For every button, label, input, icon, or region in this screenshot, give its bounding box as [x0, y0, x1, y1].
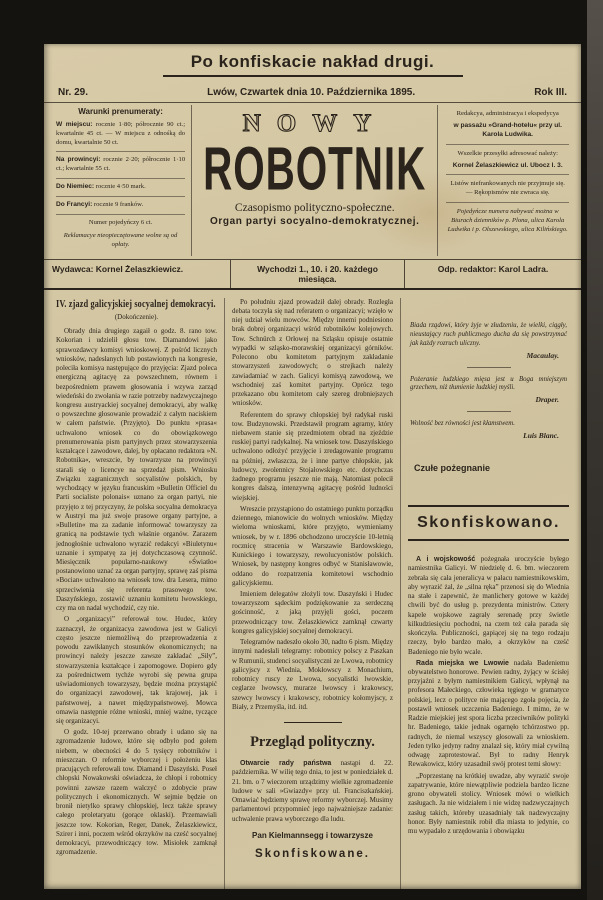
- scanner-edge-strip: [587, 0, 603, 900]
- quote: Wolność bez równości jest kłamstwem. Luis Blanc.: [410, 420, 559, 441]
- article-paragraph-lead: Rada miejska we Lwowie: [416, 659, 509, 667]
- article-paragraph: A i wojskowość pożegnała uroczyście byłego namiestnika Galicyi. W niedzielę d. 6. bm. wieczorem zebrała się cała jeneralicya w pałacu namiestnikowskim, aby wyrazić żal, że „silna ręka” przenosi się do Wiednia na stałe i zapewnić, że manlichery gotowe w każdej chwili być do usług p. prezydenta ministrów. Cztery kapele wojskowe zagrały serenadę przy świetle kilkudziesięciu pochodni, na czem też cała parada się skończyła. Publiczności, gapiącej się na tego rodzaju rzeczy, było bardzo mało, a okrzyków na cześć Badeniego nie było wcale.: [408, 555, 569, 656]
- section-divider: [284, 722, 342, 723]
- divider-rule: [163, 75, 463, 77]
- article2-text: [232, 759, 393, 824]
- editorial-line: Wszelkie przesyłki adresować należy:: [446, 144, 569, 158]
- subscription-item-lead: Do Niemiec:: [56, 183, 95, 191]
- article-paragraph: O „organizacyi” referował tow. Hudec, który zaznaczył, że organizacya zawodowa jest w Galicyi często jeszcze niemożliwą do przeprowadzenia z powodu zawikłanych stosunków ekonomicznych; na prowincyi należy jeszcze zawsze zakładać „Siły”, stowarzyszenia kształcące i zapomogowe. Dopiero gdy za pośrednictwem tychże wyrobi się pewna grupa uświadomionych towarzyszy, będzie można przystąpić do organizacyi zawodowej, tak krajowej, jak i państwowej, a nawet międzypaństwowej. Mowca omawia następnie różne wnioski, mniej ważne, tyczące się organizacyi.: [56, 615, 217, 725]
- newspaper-subtitle: Czasopismo polityczno-społeczne.: [234, 202, 395, 214]
- article1-subhead: (Dokończenie).: [114, 312, 159, 321]
- article-paragraph: Imieniem delegatów złożyli tow. Daszyński i Hudec towarzyszom sądeckim podziękowanie za serdeczną gościnność, z jaką przyjęli gości, poczem przewodniczący tow. Żelaszkiewicz zamknął czwarty kongres galicyjskiej socyalnej demokracyi.: [232, 589, 393, 635]
- subscription-item: W miejscu: rocznie 1·80; półrocznie 90 ct.; kwartalnie 45 ct. — W miejscu z odnośką do domu, kwartalnie 50 ct.: [56, 120, 186, 146]
- editorial-line: Redakcya, administracya i ekspedycya: [456, 110, 559, 117]
- column-2: [232, 298, 393, 889]
- article-paragraph: Otwarcie rady państwa nastąpi d. 22. października. W wilię tego dnia, to jest w poniedziałek d. 21. bm. o 7 wieczorem urządzimy wielkie zgromadzenie ludowe w sali »Gwiazdy« przy ul. Franciszkańskiej. Omawiać będziemy sprawę reformy wyborczej. Musimy parlamentowi przypomnieć jego najważniejsze zadanie: uchwalenie prawa wyborczego dla ludu.: [232, 759, 393, 823]
- article-paragraph: O godz. 10-tej przerwano obrady i udano się na zgromadzenie ludowe, które się odbyło pod gołem niebem, w obecności 4 do 5 tysięcy robotników i mieszczan. O reformie wyborczej i położeniu klas pracujących referowali tow. Diamand i Daszyński. Poseł chłopski Nowakowski oświadcza, że chłopi i robotnicy powinni zawsze razem walczyć o zdobycie praw politycznych i ekonomicznych. W sejmie będzie on bronił nietylko sprawy chłopskiej, lecz także sprawy całego proletaryatu (gorące oklaski). Przemawiali jeszcze tow. Kokorian, Reger, Danek, Żelaszkiewicz, Szirer i inni, poczem wśród okrzyków na cześć socyalnej demokracyi, przewodniczący tow. Misiołek zamknął zgromadzenie.: [56, 728, 217, 857]
- masthead-columns: [44, 103, 581, 256]
- article1-col1-text: [56, 327, 217, 857]
- editor-label: Odp. redaktor: Karol Ladra.: [437, 263, 549, 274]
- title-block: [191, 105, 438, 256]
- quote: Biada rządowi, który żyje w złudzeniu, że wielki, ciągły, nieustający ruch publicznego ducha da się powstrzymać jak każdy rozruch uliczny. Macaulay.: [410, 322, 567, 372]
- editorial-contact-info: [438, 105, 571, 256]
- column-divider: [224, 298, 225, 889]
- editorial-line: w passażu »Grand-hotelu« przy ul. Karola Ludwika.: [453, 122, 562, 139]
- editorial-lines: [446, 109, 569, 234]
- article1-col2-text: [232, 298, 393, 712]
- quote-author: Draper.: [535, 395, 559, 405]
- subscription-item: Reklamacye nieopieczętowane wolne są od opłaty.: [63, 231, 178, 248]
- quote-author: Macaulay.: [526, 350, 559, 360]
- article-paragraph: Po południu zjazd prowadził dalej obrady. Rozległa debata toczyła się nad referatem o organizacyi; wzięło w niej udział wielu mowców. Między innemi podniesiono brak dobrej organizacyi wśród robotników kolejowych. Tow. Schnürch z Orłowej na Szląsku opisuje ostatnie wypadki w szląsko-morawskiej organizacyi górników. Polecono obu komitetom partyjnym zakładanie stowarzyszeń zawodowych; o strejkach należy zawiadamiać w zach. Galicyi komisyą zawodową, we wschodniej zaś komitet partyjny. Oprócz tego przekazano obu komitetom cały szereg drobniejszych wniosków.: [232, 297, 393, 408]
- newspaper-title-main: ROBOTNIK: [203, 135, 427, 204]
- article2-headline: Przegląd polityczny.: [250, 734, 375, 751]
- confiscation-notice: Po konfiskacie nakład drugi.: [190, 52, 435, 71]
- column-3: [408, 298, 569, 889]
- issue-number: Nr. 29.: [58, 87, 89, 98]
- dateline: Lwów, Czwartek dnia 10. Października 1895.: [207, 87, 416, 98]
- subscription-item: Na prowincyi: rocznie 2·20; półrocznie 1·10 ct.; kwartalnie 55 ct.: [56, 151, 185, 174]
- quote: Pożeranie ludzkiego mięsa jest u Boga mniejszym grzechem, niż tłumienie ludzkiej myśli. Draper.: [410, 376, 567, 417]
- article-paragraph-lead: A i wojskowość: [416, 556, 476, 564]
- epigraph-quotes: [408, 322, 569, 441]
- subscription-item-lead: Do Francyi:: [56, 201, 93, 209]
- subscription-items: [56, 121, 185, 250]
- quote-author: Luis Blanc.: [523, 431, 559, 441]
- date-row: [44, 87, 581, 103]
- volume-label: Rok III.: [534, 87, 567, 98]
- article-paragraph-lead: Otwarcie rady państwa: [240, 760, 332, 768]
- subscription-item: Do Niemiec: rocznie 4·50 mark.: [56, 178, 185, 192]
- subscription-item: Do Francyi: rocznie 9 franków.: [56, 196, 185, 210]
- newspaper-title-top: [220, 107, 410, 137]
- article-paragraph: Referentem do sprawy chłopskiej był radykał ruski tow. Budzynowski. Przedstawił program agrarny, który niebawem stanie się przedmiotem obrad na zjeździe ruskiej partyi radykalnej. Na wniosek tow. Daszyńskiego uchwalono odłożyć przyjęcie i zredagowanie programu na później, zwłaszcza, że i inne partye chłopskie, jak ludowcy, zwolennicy Stojałowskiego etc. dotychczas żadnego programu jeszcze nie mają. Natomiast polecił kongres dalszą, intenzywną agitacyę pośród ludności wiejskiej.: [232, 410, 393, 502]
- article-paragraph: Rada miejska we Lwowie nadała Badeniemu obywatelstwo honorowe. Pewien radny, żyjący w ścisłej przyjaźni z byłym namiestnikiem Galicyi, wpłynął na profesora Małeckiego, człowieka tęgiego w gramatyce polskiej, lecz o polityce nie mającego zgoła pojęcia, że postawił wniosek uczczenia Badeniego. I mimo, że w Radzie miejskiej jest spora liczba przeciwników polityki hr. Badeniego, takie jednak ogarnęło tchórzostwo pp. radnych, że niemal wszyscy głosowali za wnioskiem. Jeden tylko jedyny radny znalazł się, który miał cywilną odwagę zaprotestować. Był to radny Henryk Rewakowicz, który uzasadnił swój protest temi słowy:: [408, 658, 569, 769]
- article3-headline-block: [408, 505, 569, 541]
- article-paragraph: Wreszcie przystąpiono do ostatniego punktu porządku dziennego, mianowicie do wolnych wniosków. Między wieloma wnioskami, które przyjęto, wymieniamy wniosek, by w r. 1896 obchodzono uroczyście 10-letnią rocznicę stracenia w Warszawie Bardowskiego, Kunickiego i towarzyszy, rewolucyonistów polskich. Wniosek, by następny kongres odbyć w Stanisławowie, oddano do rozpatrzenia komitetowi wschodnio galicyjskiemu.: [232, 504, 393, 587]
- subscription-item: Numer pojedyńczy 6 ct.: [56, 214, 185, 228]
- column-divider: [400, 298, 401, 889]
- confiscated-label: Skonfiskowane.: [255, 848, 370, 861]
- article3-headline: Skonfiskowano.: [417, 514, 560, 532]
- editorial-line: Kornel Żelaszkiewicz ul. Ubocz l. 3.: [452, 161, 563, 169]
- body-columns: [44, 290, 581, 889]
- article-paragraph: Telegramów nadeszło około 30, nadto 6 pism. Między innymi nadesłali telegramy: robotnicy polscy z Paszkan w Rumunii, studenci socyalistyczni ze Lwowa, robotnicy galicyjscy z Wiednia, Mokłowscy z Monachium, robotnicy ruscy ze Lwowa, socyalistki lwowskie, ceglarze lwowscy, murarze lwowscy i krakowscy, szewcy lwowscy i krakowscy, robotnicy kołomyjscy, z Biały, z Przemyśla, itd. itd.: [232, 638, 393, 711]
- schedule-label: Wychodzi 1., 10. i 20. każdego miesiąca.: [230, 260, 405, 288]
- article3-text: [408, 555, 569, 836]
- subscription-item-lead: W miejscu:: [56, 120, 93, 128]
- subscription-title: Warunki prenumeraty:: [78, 107, 163, 116]
- editorial-line: Pojedyńcze numera nabywać można w Biurach dzienników p. Plona, ulica Karola Ludwika i p. Olszewskiego, ulica Kilińskiego.: [446, 202, 569, 235]
- article2-byline: Pan Kielmannsegg i towarzysze: [252, 830, 373, 840]
- article-paragraph: Obrady dnia drugiego zagaił o godz. 8. rano tow. Kokorian i udzielił głosu tow. Diamandowi jako sprawozdawcy komisyi wnioskowej. Z pośród licznych wniosków, nadesłanych lub postawionych na kongresie, poleciła komisya następujące do przyjęcia: Zjazd poleca energiczną agitacyę za powszechnem, równem i bezpośredniem prawem głosowania i wzywa zarząd wiedeński do zwołania w razie potrzeby nadzwyczajnego kongresu austryackiej socyalnej demokracyi, aby walkę o powszechne głosowanie prowadzić z całym naciskiem w całem państwie. (Przyjęto). Do punktu »prasa« uchwalono wniosek co do obowiązkowego prenumerowania pism partyjnych przez stowarzyszenia kształcące i zawodowe, dalej, by opłacano redaktora »N. Robotnika«, wreszcie, by towarzysze na prowincyi starali się o licencye na sprzedaż pism. Wniosku Związku zagranicznych socyalistów polskich, by wychodzący w języku francuskim »Bulletin Officiel du Parti socialiste polonais« uznano za organ partyi, nie przyjęto z tej przyczyny, że polska socyalna demokracya w Austryi ma już swoje prasowe organy partyjne, a »Bulletin« ma za zadanie informować towarzyszy za granicą na podstawie tych właśnie organów. Zarazem jednogłośnie uchwalono wyrazić redakcyi »Biuletynu« uznanie i sympatyę za jej dotychczasową czynność. Miesięcznik popularno-naukowy »Światło« postanowiono uznać za organ partyjny, sprawę zaś pisma »Bocian« uchwalono na wniosek tow. dra Lesera, mimo sprzeciwienia się referenta prasowego tow. Daszyńskiego, zostawić uznaniu komitetu lwowskiego, czy ma on nadal wychodzić, czy nie.: [56, 327, 217, 613]
- editorial-line: Listów niefrankowanych nie przyjmuje się. — Rękopismów nie zwraca się.: [446, 174, 569, 197]
- article1-headline: IV. zjazd galicyjskiej socyalnej demokracyi.: [56, 298, 216, 310]
- publisher-label: Wydawca: Kornel Żelaszkiewicz.: [52, 263, 184, 274]
- farewell-heading: Czułe pożegnanie: [414, 463, 491, 474]
- subscription-item-lead: Na prowincyi:: [56, 156, 101, 164]
- title-top-text: NOWY: [242, 110, 388, 137]
- newspaper-page: [44, 44, 581, 889]
- column-1: [56, 298, 217, 889]
- publication-row: [44, 259, 581, 290]
- subscription-terms: [54, 105, 191, 256]
- masthead: [44, 52, 581, 290]
- party-organ-line: Organ partyi socyalno-demokratycznej.: [210, 216, 420, 227]
- article-paragraph: „Poprzestanę na krótkiej uwadze, aby wyrazić swoje zapatrywanie, które niewątpliwie podziela bardzo liczne grono obywateli stolicy. Wniosek mówi o wielkich zasługach. Ja nie widziałem i nie widzę nadzwyczajnych zasług takich, któreby uzasadniały tak nadzwyczajny honor. Były namiestnik robił dla miasta to jedynie, co mu wypadało z urzędowania i obowiązku: [408, 771, 569, 835]
